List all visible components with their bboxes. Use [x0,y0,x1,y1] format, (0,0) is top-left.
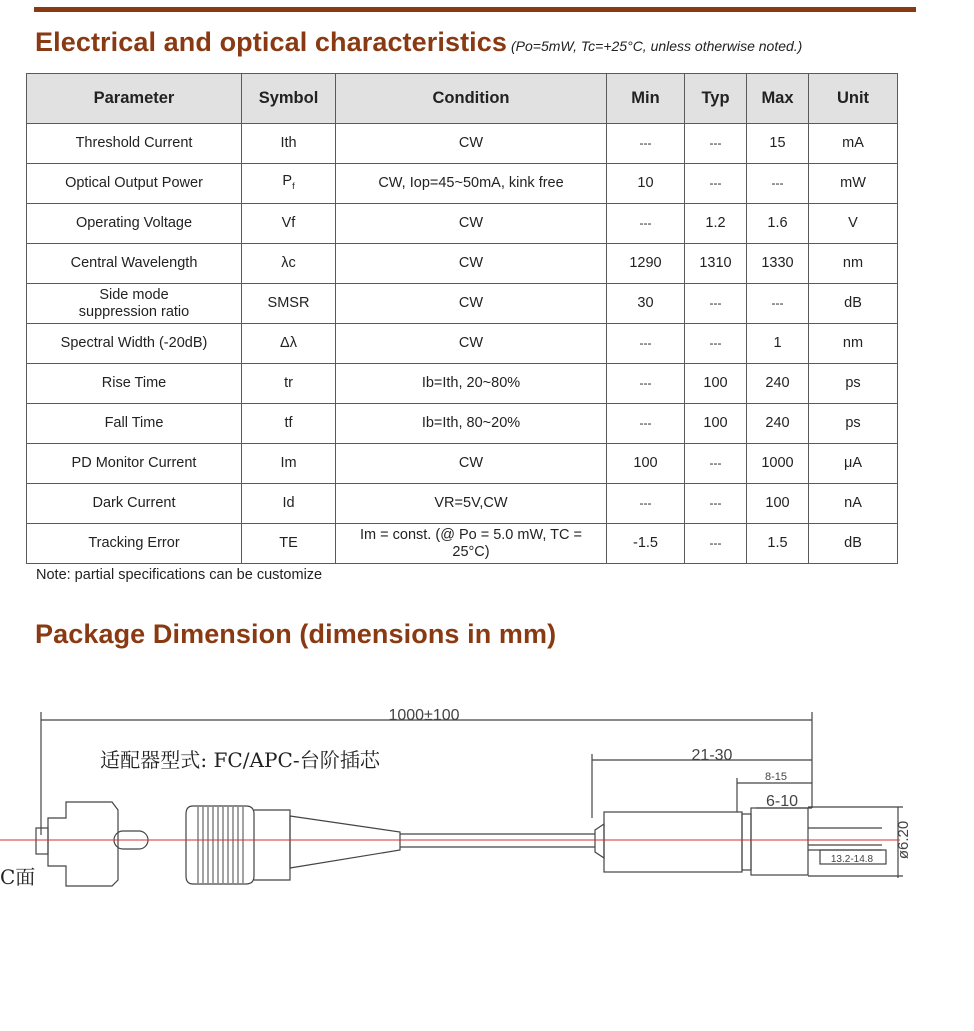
dim-8-15-label: 8-15 [764,771,788,783]
electrical-section-title [35,27,802,58]
cell-symbol: Vf [242,204,336,244]
cell-min: 30 [607,284,685,324]
cell-typ: --- [685,444,747,484]
cell-symbol: SMSR [242,284,336,324]
table-row [27,204,898,244]
cell-condition: CW [336,204,607,244]
package-section-title: Package Dimension (dimensions in mm) [35,619,557,649]
cell-condition: CW [336,284,607,324]
column-header-max: Max [747,74,809,124]
table-row [27,404,898,444]
connector-grip-ridges [198,807,243,883]
connector-type-label: 适配器型式: FC/APC-台阶插芯 [100,748,381,772]
ferrule-tip [36,828,48,854]
column-header-condition: Condition [336,74,607,124]
cell-max: 240 [747,364,809,404]
cell-parameter: Dark Current [27,484,242,524]
column-header-symbol: Symbol [242,74,336,124]
cell-parameter: Central Wavelength [27,244,242,284]
connector-knurled-nut [186,806,254,884]
column-header-unit: Unit [809,74,898,124]
cell-condition: CW [336,124,607,164]
cell-max: 100 [747,484,809,524]
cell-symbol: Im [242,444,336,484]
top-rule [34,7,916,12]
table-row [27,324,898,364]
test-conditions-note: (Po=5mW, Tc=+25°C, unless otherwise noted.) [511,38,803,54]
table-row [27,244,898,284]
cell-parameter: Optical Output Power [27,164,242,204]
cell-unit: nA [809,484,898,524]
cell-typ: --- [685,124,747,164]
cell-symbol: $P_f$ [242,164,336,204]
characteristics-table [26,73,898,564]
module-fiber-boot [595,824,604,858]
connector-housing [48,802,118,886]
module-flange [742,814,751,870]
cell-parameter: Fall Time [27,404,242,444]
cell-max: 1 [747,324,809,364]
table-row [27,284,898,324]
table-row [27,484,898,524]
cell-parameter: Spectral Width (-20dB) [27,324,242,364]
cell-symbol: tf [242,404,336,444]
cell-condition: Ib=Ith, 80~20% [336,404,607,444]
table-row [27,164,898,204]
cell-min: 10 [607,164,685,204]
cell-max: 240 [747,404,809,444]
cell-min: --- [607,124,685,164]
cell-max: --- [747,164,809,204]
electrical-title-text: Electrical and optical characteristics [35,27,508,57]
table-body [27,124,898,564]
cell-unit: nm [809,324,898,364]
cell-min: 1290 [607,244,685,284]
cell-symbol: Δλ [242,324,336,364]
table-row [27,444,898,484]
cell-unit: dB [809,284,898,324]
cell-max: 1000 [747,444,809,484]
table-row [27,364,898,404]
table-row [27,524,898,564]
diameter-label: ø6.20 [895,820,912,860]
cell-min: --- [607,404,685,444]
cell-typ: --- [685,164,747,204]
cell-parameter: Rise Time [27,364,242,404]
cell-typ: --- [685,284,747,324]
cell-typ: --- [685,324,747,364]
cell-symbol: Id [242,484,336,524]
cell-condition: CW [336,444,607,484]
cell-unit: ps [809,404,898,444]
cell-parameter: PD Monitor Current [27,444,242,484]
end-face-label: C面 [0,865,36,889]
strain-relief-boot [290,816,400,868]
cell-parameter: Operating Voltage [27,204,242,244]
cell-condition: CW, Iop=45~50mA, kink free [336,164,607,204]
dim-6-10-label: 6-10 [765,793,799,810]
cell-typ: 1.2 [685,204,747,244]
pin-length-label: 13.2-14.8 [830,854,874,865]
cell-max: 1.5 [747,524,809,564]
cell-max: 15 [747,124,809,164]
cell-min: --- [607,324,685,364]
cell-max: 1.6 [747,204,809,244]
cell-symbol: λc [242,244,336,284]
cell-symbol: TE [242,524,336,564]
cell-unit: dB [809,524,898,564]
cell-unit: mW [809,164,898,204]
cell-min: --- [607,484,685,524]
cell-unit: nm [809,244,898,284]
cell-min: 100 [607,444,685,484]
table-header-row [27,74,898,124]
body-length-label: 21-30 [691,747,733,764]
cell-unit: μA [809,444,898,484]
cell-symbol: Ith [242,124,336,164]
cell-typ: 1310 [685,244,747,284]
cell-condition: CW [336,324,607,364]
total-length-label: 1000±100 [388,707,460,724]
cell-condition: Ib=Ith, 20~80% [336,364,607,404]
cell-typ: 100 [685,404,747,444]
customization-note: Note: partial specifications can be customize [36,567,323,583]
cell-unit: V [809,204,898,244]
table-row [27,124,898,164]
cell-min: -1.5 [607,524,685,564]
cell-condition: CW [336,244,607,284]
cell-typ: 100 [685,364,747,404]
package-dimension-drawing [0,690,974,920]
cell-parameter: Threshold Current [27,124,242,164]
cell-unit: ps [809,364,898,404]
cell-min: --- [607,204,685,244]
column-header-typ: Typ [685,74,747,124]
module-body [604,812,742,872]
cell-condition: Im = const. (@ Po = 5.0 mW, TC = 25°C) [336,524,607,564]
cell-symbol: tr [242,364,336,404]
cell-typ: --- [685,524,747,564]
cell-parameter: Side mode suppression ratio [27,284,242,324]
cell-condition: VR=5V,CW [336,484,607,524]
cell-typ: --- [685,484,747,524]
cell-unit: mA [809,124,898,164]
column-header-min: Min [607,74,685,124]
cell-max: --- [747,284,809,324]
column-header-parameter: Parameter [27,74,242,124]
cell-min: --- [607,364,685,404]
module-header [751,808,808,875]
cell-max: 1330 [747,244,809,284]
cell-parameter: Tracking Error [27,524,242,564]
connector-body-rear [254,810,290,880]
